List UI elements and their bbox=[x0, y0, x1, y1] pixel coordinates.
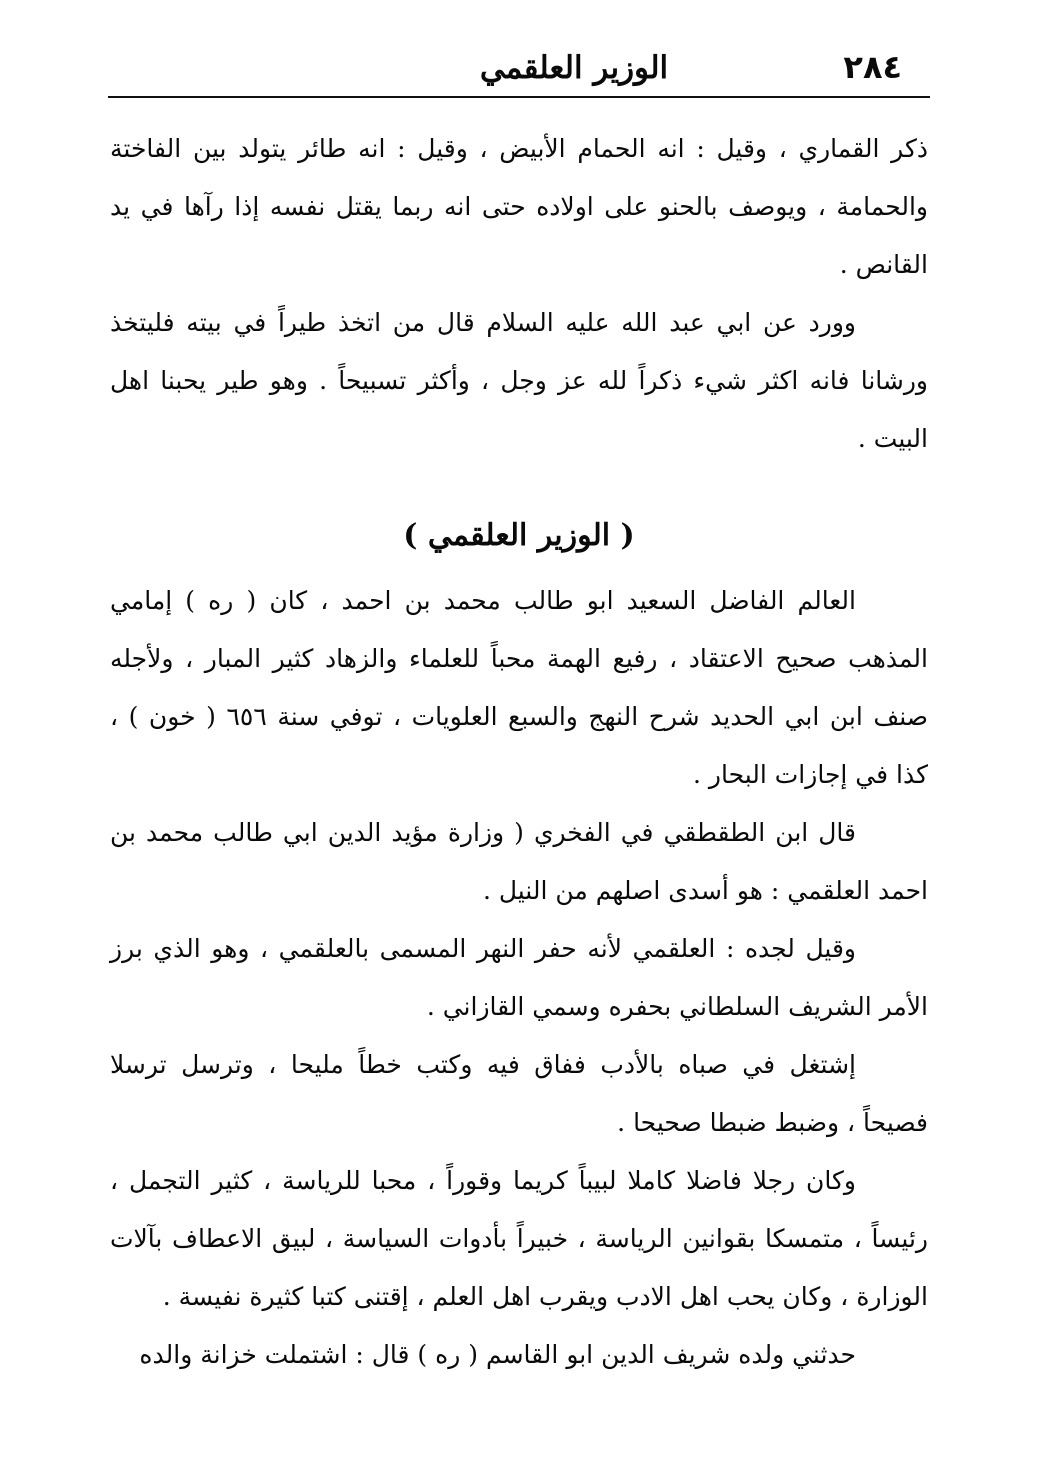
section-gap bbox=[110, 468, 928, 502]
section-title: ( الوزير العلقمي ) bbox=[403, 518, 635, 553]
paragraph-qamari: ذكر القماري ، وقيل : انه الحمام الأبيض ، وقيل : انه طائر يتولد بين الفاختة والحمامة ، ويوصف بالحنو على اولاده حتى انه ربما يقتل نفسه إذا رآها في يد القانص . bbox=[110, 134, 928, 279]
page-number: ٢٨٤ bbox=[843, 48, 902, 86]
page-body bbox=[110, 120, 928, 1384]
header-rule bbox=[108, 96, 930, 98]
page-header bbox=[108, 48, 930, 94]
running-title: الوزير العلقمي bbox=[479, 50, 669, 86]
paragraph-son-account: حدثني ولده شريف الدين ابو القاسم ( ره ) قال : اشتملت خزانة والده bbox=[139, 1340, 856, 1369]
paragraph-biography: العالم الفاضل السعيد ابو طالب محمد بن احمد ، كان ( ره ) إمامي المذهب صحيح الاعتقاد ، رفيع الهمة محباً للعلماء والزهاد كثير المبار ، ولأجله صنف ابن ابي الحديد شرح النهج والسبع العلويات ، توفي سنة ٦٥٦ ( خون ) ، كذا في إجازات البحار . bbox=[110, 586, 928, 789]
paragraph-grandfather: وقيل لجده : العلقمي لأنه حفر النهر المسمى بالعلقمي ، وهو الذي برز الأمر الشريف السلطاني بحفره وسمي القازاني . bbox=[110, 934, 928, 1021]
paragraph-youth: إشتغل في صباه بالأدب ففاق فيه وكتب خطاً مليحا ، وترسل ترسلا فصيحاً ، وضبط ضبطا صحيحا . bbox=[110, 1050, 928, 1137]
paragraph-hadith: وورد عن ابي عبد الله عليه السلام قال من اتخذ طيراً في بيته فليتخذ ورشانا فانه اكثر شيء ذكراً لله عز وجل ، وأكثر تسبيحاً . وهو طير يحبنا اهل البيت . bbox=[110, 308, 928, 453]
paragraph-fakhri: قال ابن الطقطقي في الفخري ( وزارة مؤيد الدين ابي طالب محمد بن احمد العلقمي : هو أسدى اصلهم من النيل . bbox=[110, 818, 928, 905]
paragraph-character: وكان رجلا فاضلا كاملا لبيباً كريما وقوراً ، محبا للرياسة ، كثير التجمل ، رئيساً ، متمسكا بقوانين الرياسة ، خبيراً بأدوات السياسة ، لبيق الاعطاف بآلات الوزارة ، وكان يحب اهل الادب ويقرب اهل العلم ، إقتنى كتبا كثيرة نفيسة . bbox=[110, 1166, 928, 1311]
